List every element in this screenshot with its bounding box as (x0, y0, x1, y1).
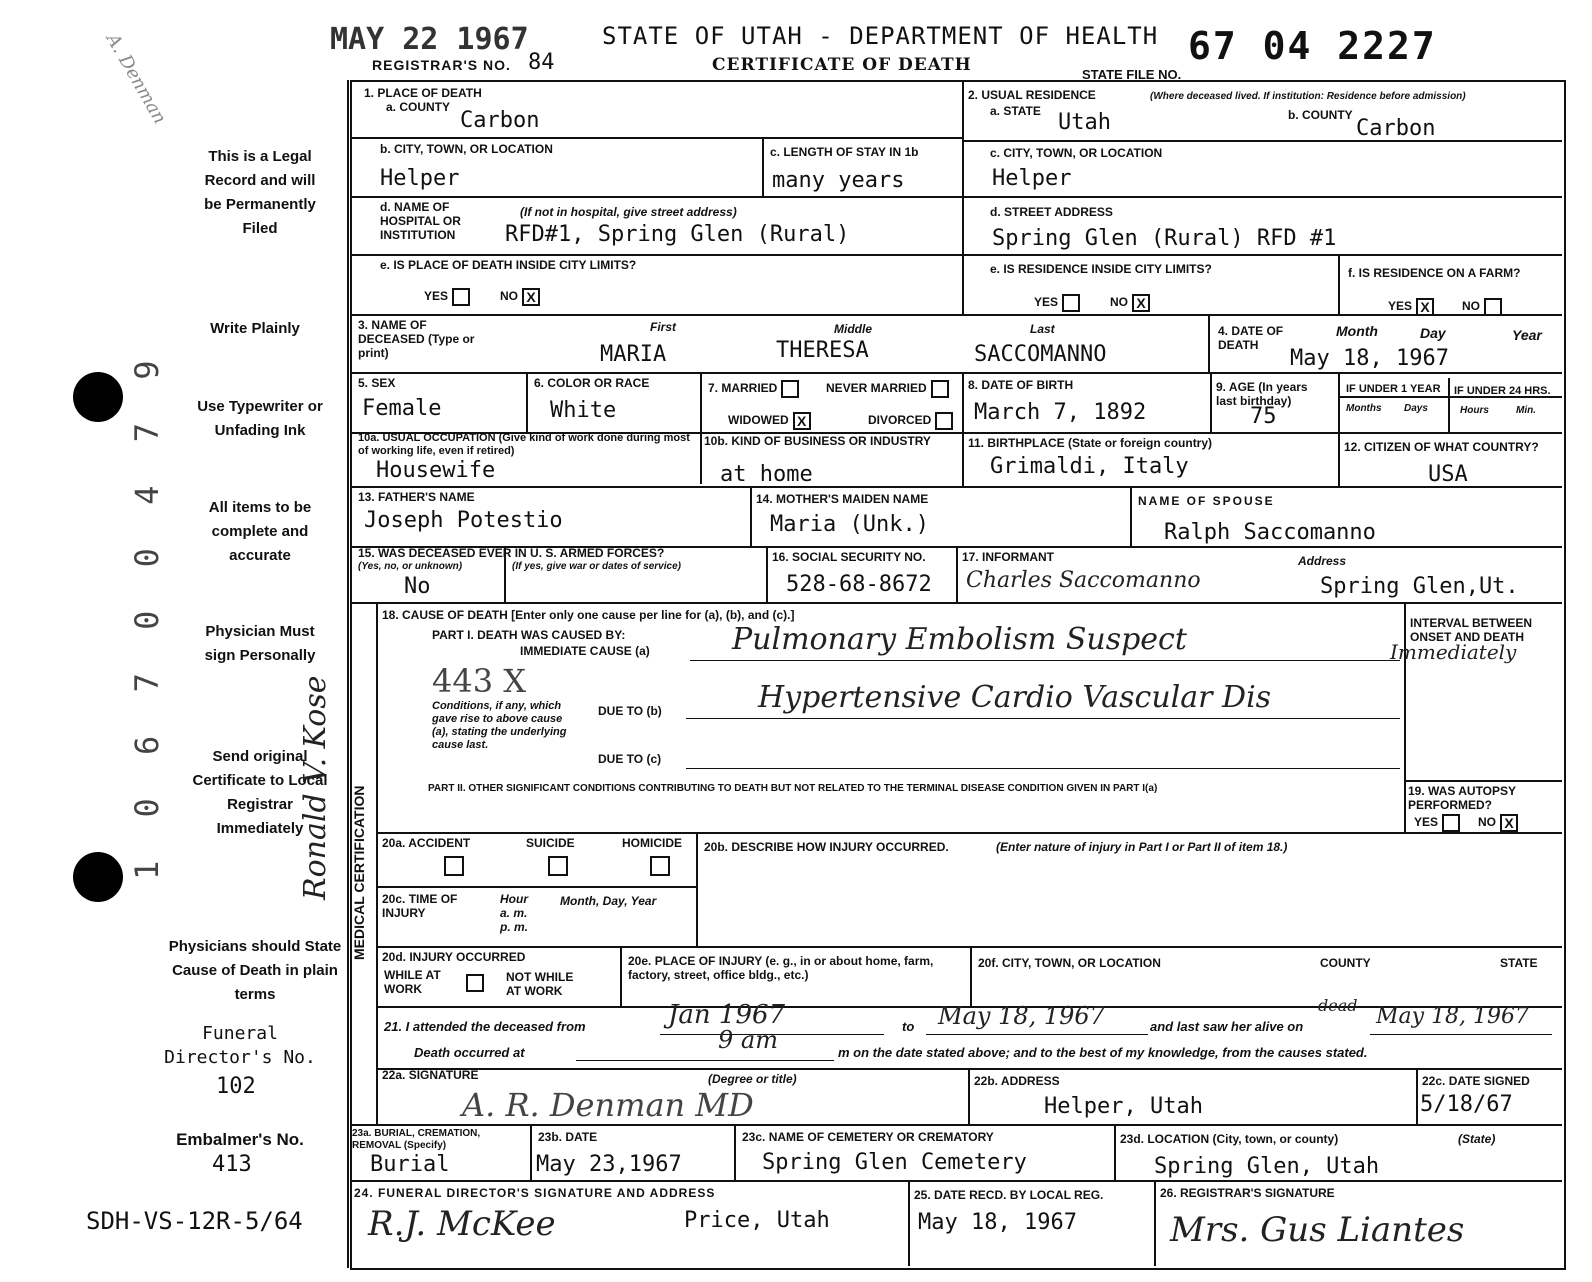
last-saw-date: May 18, 1967 (1376, 1004, 1530, 1029)
length-of-stay: many years (772, 168, 905, 193)
form-number: SDH-VS-12R-5/64 (86, 1207, 303, 1235)
legal-record-note: This is a Legal Record and will be Permanently Filed (204, 148, 316, 237)
time-of-injury-label: 20c. TIME OF INJURY (382, 892, 458, 920)
residence-inside-no-checkbox[interactable]: X (1132, 294, 1150, 312)
sex: Female (362, 396, 442, 421)
injury-state-label: STATE (1500, 956, 1538, 970)
usual-residence-note: (Where deceased lived. If institution: Residence before admission) (1150, 91, 1466, 102)
middle-name: THERESA (776, 338, 869, 363)
minutes-label: Min. (1516, 405, 1536, 416)
under-1-year-label: IF UNDER 1 YEAR (1346, 383, 1441, 395)
months-label: Months (1346, 403, 1382, 414)
middle-label: Middle (834, 322, 872, 336)
date-signed-label: 22c. DATE SIGNED (1422, 1074, 1530, 1088)
last-name: SACCOMANNO (974, 342, 1107, 367)
death-occurred-at-label: Death occurred at (414, 1045, 525, 1060)
date-of-birth: March 7, 1892 (974, 400, 1147, 425)
death-inside-yes: YES (424, 288, 470, 306)
typewriter-note: Use Typewriter or Unfading Ink (197, 398, 323, 439)
armed-forces-label: 15. WAS DECEASED EVER IN U. S. ARMED FORCES? (358, 546, 665, 560)
funeral-director-no: 102 (216, 1074, 256, 1099)
burial-state-label: (State) (1458, 1132, 1496, 1146)
autopsy-yes-checkbox[interactable] (1442, 814, 1460, 832)
send-original-note: Send original Certificate to Local Registrar Immediately (192, 748, 328, 837)
widowed-checkbox[interactable]: X (793, 412, 811, 430)
to-label: to (902, 1019, 915, 1034)
race-label: 6. COLOR OR RACE (534, 376, 650, 390)
residence-county-label: b. COUNTY (1288, 108, 1353, 122)
farm-no: NO (1462, 298, 1502, 316)
part-2-label: PART II. OTHER SIGNIFICANT CONDITIONS CONTRIBUTING TO DEATH BUT NOT RELATED TO THE TERMINAL DISEASE CONDITION GIVEN IN PART I(a) (428, 783, 1158, 794)
occupation-label: 10a. USUAL OCCUPATION (Give kind of work done during most of working life, even if retired) (358, 432, 690, 457)
interval-label: INTERVAL BETWEEN ONSET AND DEATH (1410, 616, 1533, 644)
date-of-death: May 18, 1967 (1290, 346, 1449, 371)
disease-code: 443 X (432, 662, 527, 700)
father-name: Joseph Potestio (364, 508, 563, 533)
state-file-number: 67 04 2227 (1188, 24, 1437, 68)
due-to-b-label: DUE TO (b) (598, 704, 662, 718)
never-married-option: NEVER MARRIED (826, 380, 949, 398)
autopsy-no-checkbox[interactable]: X (1500, 814, 1518, 832)
never-married-checkbox[interactable] (931, 380, 949, 398)
embalmer-no-label: Embalmer's No. (176, 1130, 304, 1149)
date-received-label: 25. DATE RECD. BY LOCAL REG. (914, 1188, 1104, 1202)
autopsy-label: 19. WAS AUTOPSY PERFORMED? (1408, 784, 1516, 812)
physician-signature: A. R. Denman MD (462, 1086, 754, 1124)
spouse-name: Ralph Saccomanno (1164, 520, 1376, 545)
widowed-option: WIDOWED X (728, 412, 811, 430)
death-inside-no: NO X (500, 288, 540, 306)
informant-address: Spring Glen,Ut. (1320, 574, 1519, 599)
date-of-death-label: 4. DATE OF DEATH (1218, 324, 1284, 352)
death-city-label: b. CITY, TOWN, OR LOCATION (380, 142, 553, 156)
burial-type: Burial (370, 1152, 450, 1177)
accident-label: 20a. ACCIDENT (382, 836, 471, 850)
armed-forces: No (404, 574, 431, 599)
describe-injury-label: 20b. DESCRIBE HOW INJURY OCCURRED. (704, 840, 949, 854)
month-label: Month (1336, 323, 1378, 339)
business-label: 10b. KIND OF BUSINESS OR INDUSTRY (704, 434, 931, 448)
burial-date-label: 23b. DATE (538, 1130, 598, 1144)
physician-margin-signature: Ronald V. Kose (298, 675, 333, 900)
under-24-hrs-label: IF UNDER 24 HRS. (1454, 385, 1551, 397)
residence-inside-yes: YES (1034, 294, 1080, 312)
place-of-death-label: 1. PLACE OF DEATH (364, 86, 482, 100)
embalmer-no: 413 (212, 1152, 252, 1177)
describe-injury-note: (Enter nature of injury in Part I or Part II of item 18.) (996, 840, 1288, 854)
injury-county-label: COUNTY (1320, 956, 1371, 970)
ssn: 528-68-8672 (786, 572, 932, 597)
divorced-option: DIVORCED (868, 412, 953, 430)
residence-inside-no: NO X (1110, 294, 1150, 312)
hospital-label: d. NAME OF HOSPITAL OR INSTITUTION (380, 200, 461, 242)
ssn-label: 16. SOCIAL SECURITY NO. (772, 550, 926, 564)
conditions-label: Conditions, if any, which gave rise to above cause (a), stating the underlying cause last. (432, 700, 567, 751)
age-label: 9. AGE (In years last birthday) (1216, 380, 1308, 408)
due-to-b: Hypertensive Cardio Vascular Dis (758, 680, 1272, 715)
date-received: May 18, 1967 (918, 1210, 1077, 1235)
binder-hole-bottom (73, 852, 123, 902)
day-label: Day (1420, 325, 1446, 341)
autopsy-yes: YES (1414, 814, 1460, 832)
hospital-note: (If not in hospital, give street address) (520, 205, 737, 219)
death-inside-no-checkbox[interactable]: X (522, 288, 540, 306)
married-checkbox[interactable] (781, 380, 799, 398)
not-while-at-work-option: NOT WHILE AT WORK (506, 970, 574, 998)
usual-residence-label: 2. USUAL RESIDENCE (968, 88, 1096, 102)
interval: Immediately (1390, 640, 1517, 664)
month-day-year-label: Month, Day, Year (560, 894, 657, 908)
last-saw-dead: dead (1318, 996, 1358, 1015)
immediate-cause-label: IMMEDIATE CAUSE (a) (520, 644, 650, 658)
suicide-label: SUICIDE (526, 836, 575, 850)
registrar-no: 84 (528, 50, 555, 75)
street-address-label: d. STREET ADDRESS (990, 205, 1113, 219)
homicide-label: HOMICIDE (622, 836, 682, 850)
registrar-signature: Mrs. Gus Liantes (1170, 1210, 1465, 1250)
due-to-c-label: DUE TO (c) (598, 752, 662, 766)
informant-signature: Charles Saccomanno (966, 568, 1201, 593)
death-county-label: a. COUNTY (386, 100, 451, 114)
attended-to: May 18, 1967 (938, 1002, 1105, 1030)
place-of-injury-label: 20e. PLACE OF INJURY (e. g., in or about home, farm, factory, street, office bldg., etc.) (628, 954, 934, 982)
funeral-director-signature: R.J. McKee (368, 1204, 556, 1244)
age: 75 (1250, 404, 1277, 429)
funeral-director-address: Price, Utah (684, 1208, 830, 1233)
complete-accurate-note: All items to be complete and accurate (208, 499, 312, 564)
homicide-checkbox[interactable] (650, 856, 670, 876)
date-signed: 5/18/67 (1420, 1092, 1513, 1117)
physician-address: Helper, Utah (1044, 1094, 1203, 1119)
citizen-label: 12. CITIZEN OF WHAT COUNTRY? (1344, 440, 1539, 454)
farm-label: f. IS RESIDENCE ON A FARM? (1348, 266, 1521, 280)
residence-state: Utah (1058, 110, 1111, 135)
occupation: Housewife (376, 458, 496, 483)
cause-of-death-label: 18. CAUSE OF DEATH [Enter only one cause per line for (a), (b), and (c).] (382, 608, 795, 622)
death-county: Carbon (460, 108, 540, 133)
birthplace: Grimaldi, Italy (990, 454, 1189, 479)
physician-sign-note: Physician Must sign Personally (204, 623, 316, 664)
residence-inside-limits-label: e. IS RESIDENCE INSIDE CITY LIMITS? (990, 262, 1212, 276)
spouse-label: NAME OF SPOUSE (1138, 494, 1275, 508)
funeral-director-no-label: Funeral Director's No. (164, 1023, 316, 1068)
burial-location-label: 23d. LOCATION (City, town, or county) (1120, 1132, 1339, 1146)
while-at-work-checkbox[interactable] (466, 974, 484, 992)
burial-location: Spring Glen, Utah (1154, 1154, 1380, 1179)
physician-address-label: 22b. ADDRESS (974, 1074, 1060, 1088)
knowledge-statement: m on the date stated above; and to the best of my knowledge, from the causes stated. (838, 1045, 1368, 1060)
death-inside-limits-label: e. IS PLACE OF DEATH INSIDE CITY LIMITS? (380, 258, 637, 272)
first-label: First (650, 320, 677, 334)
funeral-director-label: 24. FUNERAL DIRECTOR'S SIGNATURE AND ADDRESS (354, 1186, 716, 1200)
part-1-label: PART I. DEATH WAS CAUSED BY: (432, 628, 626, 642)
informant-label: 17. INFORMANT (962, 550, 1055, 564)
race: White (550, 398, 617, 423)
citizen: USA (1428, 462, 1468, 487)
farm-yes-checkbox[interactable]: X (1416, 298, 1434, 316)
days-label: Days (1404, 403, 1428, 414)
while-at-work-option: WHILE AT WORK (384, 968, 441, 996)
farm-no-checkbox[interactable] (1484, 298, 1502, 316)
registrar-no-label: REGISTRAR'S NO. (372, 57, 511, 73)
medical-certification-side-label: MEDICAL CERTIFICATION (351, 785, 367, 960)
suicide-checkbox[interactable] (548, 856, 568, 876)
father-label: 13. FATHER'S NAME (358, 490, 475, 504)
divorced-checkbox[interactable] (935, 412, 953, 430)
residence-city-label: c. CITY, TOWN, OR LOCATION (990, 146, 1163, 160)
mother-label: 14. MOTHER'S MAIDEN NAME (756, 492, 929, 506)
vertical-certificate-number: 1 0 6 7 0 0 4 7 9 (128, 348, 166, 880)
department-heading: STATE OF UTAH - DEPARTMENT OF HEALTH (602, 22, 1159, 50)
residence-state-label: a. STATE (990, 104, 1041, 118)
residence-county: Carbon (1356, 116, 1436, 141)
injury-occurred-label: 20d. INJURY OCCURRED (382, 950, 526, 964)
corner-handwritten-note: A. Denman (101, 30, 171, 128)
cause-plain-terms-note: Physicians should State Cause of Death in plain terms (168, 938, 342, 1003)
first-name: MARIA (600, 342, 667, 367)
registrar-signature-label: 26. REGISTRAR'S SIGNATURE (1160, 1186, 1335, 1200)
certificate-title: CERTIFICATE OF DEATH (712, 55, 972, 75)
injury-city-label: 20f. CITY, TOWN, OR LOCATION (978, 956, 1161, 970)
street-address: Spring Glen (Rural) RFD #1 (992, 226, 1337, 251)
last-saw-label: and last saw her alive on (1150, 1019, 1304, 1034)
informant-address-label: Address (1298, 554, 1347, 568)
date-of-birth-label: 8. DATE OF BIRTH (968, 378, 1074, 392)
autopsy-no: NO X (1478, 814, 1518, 832)
death-occurred-at: 9 am (718, 1026, 778, 1054)
immediate-cause: Pulmonary Embolism Suspect (732, 622, 1187, 657)
write-plainly-note: Write Plainly (210, 320, 300, 337)
residence-inside-yes-checkbox[interactable] (1062, 294, 1080, 312)
deceased-name-label: 3. NAME OF DECEASED (Type or print) (358, 318, 475, 360)
length-of-stay-label: c. LENGTH OF STAY IN 1b (770, 145, 919, 159)
sex-label: 5. SEX (358, 376, 396, 390)
hour-label: Hour a. m. p. m. (500, 892, 529, 934)
armed-note-2: (If yes, give war or dates of service) (512, 561, 681, 572)
burial-date: May 23,1967 (536, 1152, 682, 1177)
state-file-label: STATE FILE NO. (1082, 67, 1182, 82)
birthplace-label: 11. BIRTHPLACE (State or foreign country) (968, 436, 1213, 450)
cemetery: Spring Glen Cemetery (762, 1150, 1027, 1175)
attended-label: 21. I attended the deceased from (384, 1019, 586, 1034)
received-date-stamp: MAY 22 1967 (330, 22, 529, 57)
signature-label: 22a. SIGNATURE (382, 1068, 479, 1082)
death-inside-yes-checkbox[interactable] (452, 288, 470, 306)
attended-from: Jan 1967 (668, 1000, 786, 1030)
residence-city: Helper (992, 166, 1072, 191)
hours-label: Hours (1460, 405, 1489, 416)
burial-type-label: 23a. BURIAL, CREMATION, REMOVAL (Specify) (352, 1128, 481, 1151)
degree-label: (Degree or title) (708, 1072, 797, 1086)
business: at home (720, 462, 813, 487)
armed-note-1: (Yes, no, or unknown) (358, 561, 463, 572)
mother-name: Maria (Unk.) (770, 512, 929, 537)
death-city: Helper (380, 166, 460, 191)
accident-checkbox[interactable] (444, 856, 464, 876)
binder-hole-top (73, 372, 123, 422)
hospital-name: RFD#1, Spring Glen (Rural) (505, 222, 850, 247)
year-label: Year (1512, 327, 1542, 343)
cemetery-label: 23c. NAME OF CEMETERY OR CREMATORY (742, 1130, 994, 1144)
farm-yes: YES X (1388, 298, 1434, 316)
last-label: Last (1030, 322, 1055, 336)
married-option: 7. MARRIED (708, 380, 799, 398)
